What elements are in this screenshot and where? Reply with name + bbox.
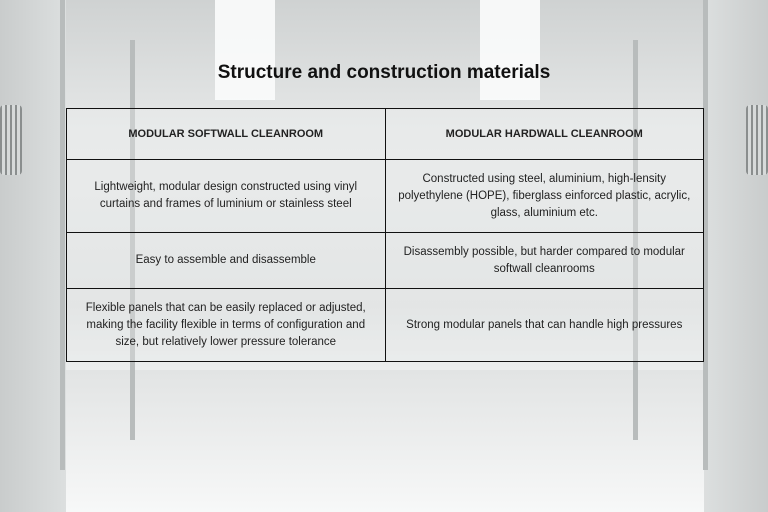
comparison-table (66, 108, 704, 362)
table-header-row (67, 109, 704, 160)
table-cell: Disassembly possible, but harder compared to modular softwall cleanrooms (385, 233, 704, 289)
table-row (67, 160, 704, 233)
table-row (67, 233, 704, 289)
column-header-softwall: MODULAR SOFTWALL CLEANROOM (67, 109, 386, 160)
table-cell: Constructed using steel, aluminium, high-lensity polyethylene (HOPE), fiberglass einforced plastic, acrylic, glass, aluminium etc. (385, 160, 704, 233)
table-row (67, 289, 704, 362)
table-cell: Lightweight, modular design constructed using vinyl curtains and frames of luminium or stainless steel (67, 160, 386, 233)
table-cell: Flexible panels that can be easily replaced or adjusted, making the facility flexible in terms of configuration and size, but relatively lower pressure tolerance (67, 289, 386, 362)
wall-fan-icon (746, 105, 768, 175)
column-header-hardwall: MODULAR HARDWALL CLEANROOM (385, 109, 704, 160)
wall-fan-icon (0, 105, 22, 175)
table-cell: Strong modular panels that can handle high pressures (385, 289, 704, 362)
page-title: Structure and construction materials (217, 62, 551, 83)
table-cell: Easy to assemble and disassemble (67, 233, 386, 289)
